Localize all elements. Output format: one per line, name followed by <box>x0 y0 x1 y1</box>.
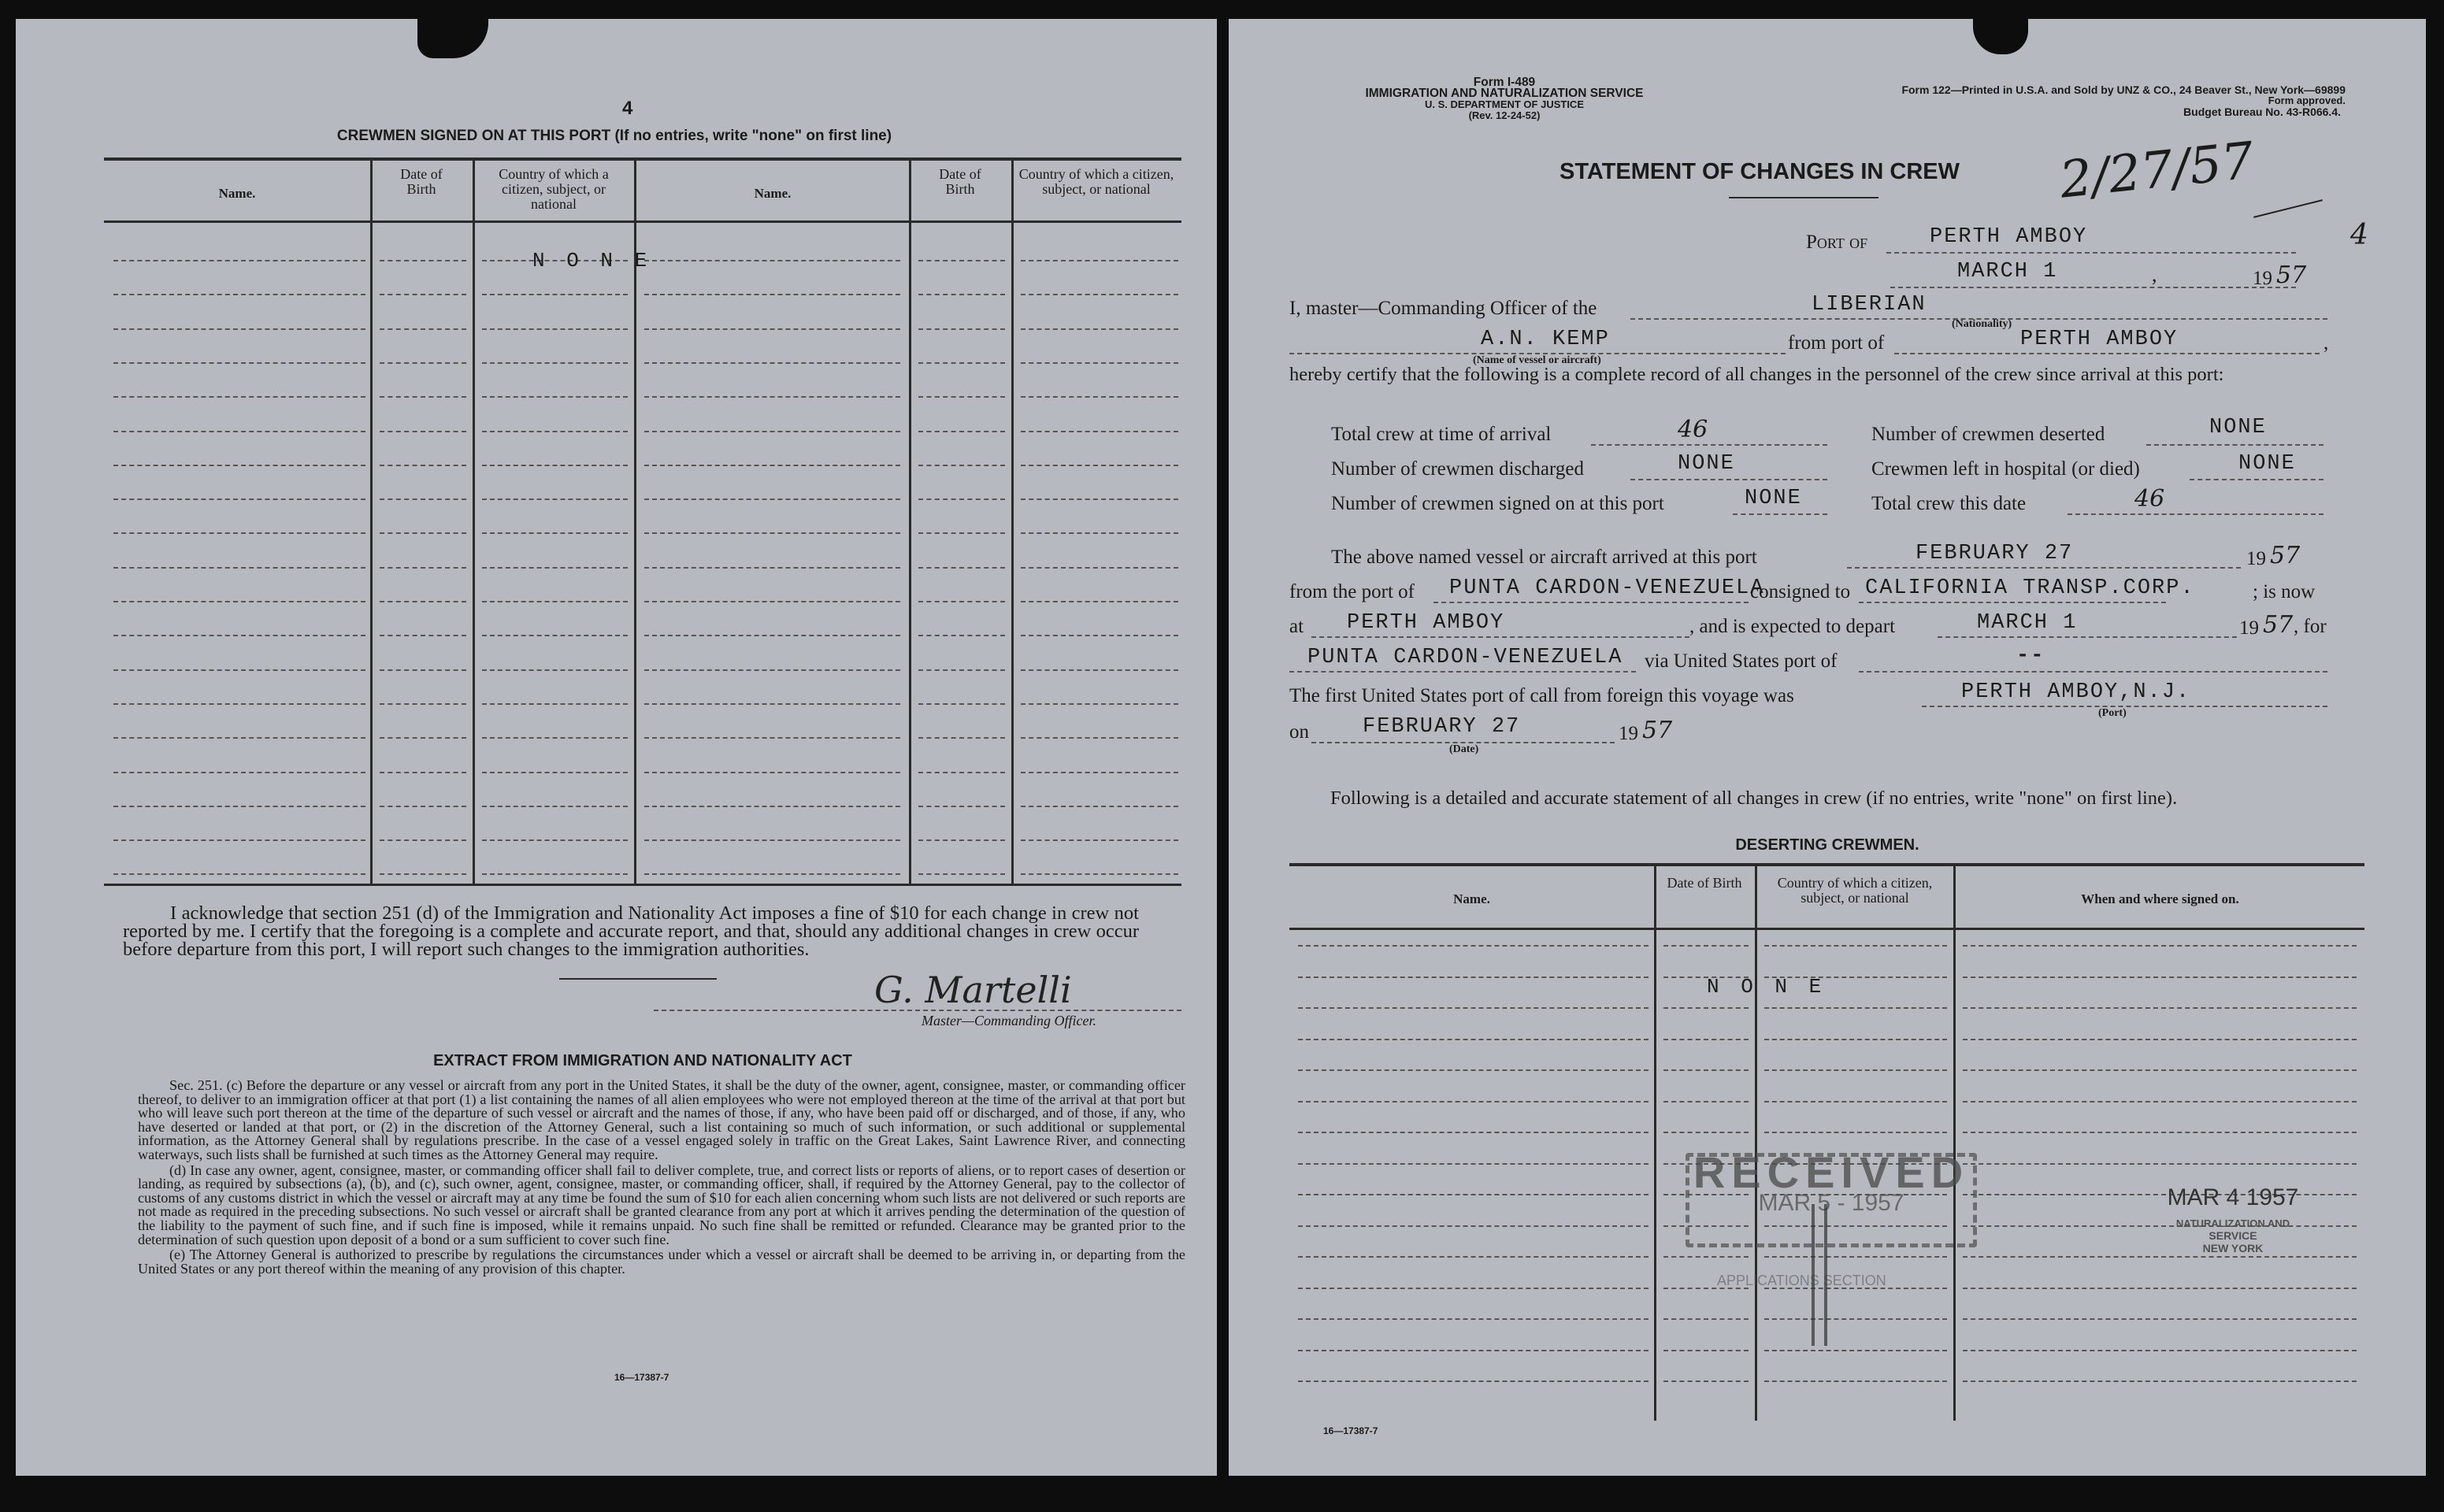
table-row-line <box>1764 1318 1947 1320</box>
from-port-label: from port of <box>1788 332 1885 354</box>
table-row-line <box>482 362 628 364</box>
table-row-line <box>113 839 365 841</box>
table-row-line <box>1298 945 1648 947</box>
is-now-label: ; is now <box>2253 581 2316 602</box>
col-divider <box>909 159 911 885</box>
table-row-line <box>482 703 628 705</box>
table-row-line <box>1298 1101 1648 1102</box>
table-row-line <box>1021 328 1178 330</box>
total-arrival-label: Total crew at time of arrival <box>1331 424 1552 445</box>
table-row-line <box>482 839 628 841</box>
deserting-crewmen-title: DESERTING CREWMEN. <box>1735 836 1919 854</box>
arrived-line <box>1847 567 2241 569</box>
col-divider <box>370 159 373 885</box>
none-entry: N O N E <box>532 249 652 272</box>
table-row-line <box>1021 396 1178 398</box>
table-row-line <box>918 873 1005 875</box>
table-row-line <box>113 737 365 739</box>
col-divider <box>1953 865 1956 1421</box>
section-rule <box>559 978 717 980</box>
table-row-line <box>918 669 1005 671</box>
handwritten-page-number: 4 <box>2350 219 2368 251</box>
hospital-value: NONE <box>2238 452 2296 476</box>
table-row-line <box>1764 1380 1947 1382</box>
table-row-line <box>644 498 900 500</box>
at-label: at <box>1289 616 1304 637</box>
extract-title: EXTRACT FROM IMMIGRATION AND NATIONALITY ACT <box>433 1052 852 1069</box>
table-row-line <box>644 294 900 295</box>
destination-line <box>1289 671 1636 673</box>
discharged-line <box>1630 479 1827 480</box>
printer-line: Form 122—Printed in U.S.A. and Sold by UNZ & CO., 24 Beaver St., New York—69899 <box>1901 83 2346 96</box>
consigned-value: CALIFORNIA TRANSP.CORP. <box>1865 576 2195 600</box>
table-row-line <box>113 260 365 261</box>
table-row-line <box>1663 1007 1749 1009</box>
table-row-line <box>1298 1288 1648 1289</box>
first-year: 57 <box>1642 717 1673 744</box>
following-text: Following is a detailed and accurate statement of all changes in crew (if no entries, write "none" on first line). <box>1330 788 2178 809</box>
table-row-line <box>1963 1039 2357 1040</box>
title-rule <box>1729 197 1878 198</box>
table-row-line <box>1663 1350 1749 1351</box>
table-row-line <box>1021 839 1178 841</box>
signature: G. Martelli <box>874 969 1072 1011</box>
table-row-line <box>1021 635 1178 636</box>
table-row-line <box>644 806 900 807</box>
table-row-line <box>380 839 466 841</box>
certify-text: hereby certify that the following is a complete record of all changes in the personnel of the crew since arrival at this port: <box>1289 364 2224 385</box>
year-prefix: 19 <box>1619 723 1638 744</box>
table-row-line <box>1764 1039 1947 1040</box>
table-row-line <box>380 260 466 261</box>
header-country: Country of which a citizen, subject, or national <box>499 166 609 212</box>
signed-on-label: Number of crewmen signed on at this port <box>1331 493 1664 514</box>
table-row-line <box>918 328 1005 330</box>
table-row-line <box>1963 1318 2357 1320</box>
table-row-line <box>1963 1007 2357 1009</box>
depart-label: , and is expected to depart <box>1689 616 1896 637</box>
year-prefix: 19 <box>2253 268 2272 289</box>
table-row-line <box>918 635 1005 636</box>
table-row-line <box>1298 1007 1648 1009</box>
deserted-label: Number of crewmen deserted <box>1871 424 2105 445</box>
for-label: , for <box>2294 616 2327 637</box>
first-port-label: The first United States port of call from foreign this voyage was <box>1289 685 1794 706</box>
total-now-value: 46 <box>2134 485 2165 513</box>
table-row-line <box>1021 532 1178 534</box>
table-row-line <box>482 737 628 739</box>
table-bottom-rule <box>104 884 1181 886</box>
table-row-line <box>113 328 365 330</box>
table-row-line <box>113 431 365 432</box>
table-top-rule <box>1289 863 2364 866</box>
discharged-value: NONE <box>1678 452 1735 476</box>
from-port-line <box>1894 353 2320 354</box>
table-row-line <box>113 806 365 807</box>
table-row-line <box>113 498 365 500</box>
table-row-line <box>113 772 365 773</box>
table-row-line <box>1663 1101 1749 1102</box>
discharged-label: Number of crewmen discharged <box>1331 458 1584 480</box>
header-dob: Date of Birth <box>1667 875 1742 891</box>
section-c: Sec. 251. (c) Before the departure or any vessel or aircraft from any port in the United States, it shall be the duty of the owner, agent, consignee, master, or commanding officer thereof, to deliver to an immigration officer at that port (1) a list containing the names of all alien employees who were not employed thereon at the time of the arrival at that port but who will leave such port thereon at the time of the departure of such vessel or aircraft and the names of those, if any, who have been paid off or discharged, and of those, if any, who have deserted or landed at that port, or (2) in the discretion of the Attorney General, such a list containing so much of such information, or such additional or supplemental information, as the Attorney General shall by regulations prescribe. In the case of a vessel engaged solely in traffic on the Great Lakes, Saint Lawrence River, and connecting waterways, such lists shall be furnished at such times as the Attorney General may require. <box>138 1077 1185 1162</box>
table-top-rule <box>104 158 1181 161</box>
ins-stamp <box>2154 1184 2312 1254</box>
page-number: 4 <box>622 98 633 119</box>
table-row-line <box>380 362 466 364</box>
port-caption: (Port) <box>2098 707 2127 719</box>
table-row-line <box>644 772 900 773</box>
table-row-line <box>482 806 628 807</box>
table-row-line <box>644 601 900 602</box>
comma: , <box>2323 332 2329 354</box>
table-row-line <box>1021 601 1178 602</box>
table-row-line <box>482 601 628 602</box>
year-prefix: 19 <box>2246 548 2266 569</box>
col-divider <box>1755 865 1757 1421</box>
header-when-where: When and where signed on. <box>2081 891 2239 906</box>
table-row-line <box>113 669 365 671</box>
stamp-handwritten-mark <box>1812 1204 1827 1346</box>
table-row-line <box>644 669 900 671</box>
signature-caption: Master—Commanding Officer. <box>922 1013 1096 1028</box>
torn-edge <box>417 19 488 58</box>
table-row-line <box>918 362 1005 364</box>
from-port-value: PERTH AMBOY <box>2020 328 2179 351</box>
table-row-line <box>1021 465 1178 466</box>
stamp-applications-section: APPLICATIONS SECTION <box>1717 1273 1886 1288</box>
acknowledgment-paragraph: I acknowledge that section 251 (d) of the Immigration and Nationality Act imposes a fine of $10 for each change in crew not reported by me. I certify that the foregoing is a complete and accurate report, and that, should any additional changes in crew occur before departure from this port, I will report such changes to the immigration authorities. <box>123 902 1139 960</box>
budget-bureau: Budget Bureau No. 43-R066.4. <box>2183 106 2341 118</box>
deserted-value: NONE <box>2209 416 2267 439</box>
table-row-line <box>1298 1039 1648 1040</box>
date-comma: , <box>2152 263 2157 286</box>
table-row-line <box>1021 772 1178 773</box>
table-row-line <box>113 396 365 398</box>
stamp-received-label: RECEIVED <box>1693 1147 1970 1197</box>
table-row-line <box>1298 1380 1648 1382</box>
depart-year: 57 <box>2263 611 2294 639</box>
vessel-caption: (Name of vessel or aircraft) <box>1473 354 1601 366</box>
table-row-line <box>1021 703 1178 705</box>
stamp-ins-date: MAR 4 1957 <box>2167 1184 2299 1210</box>
total-arrival-line <box>1591 444 1827 446</box>
handwritten-date: 2/27/57 <box>2056 132 2257 210</box>
none-entry: N O N E <box>1707 975 1827 999</box>
table-row-line <box>1963 1380 2357 1382</box>
hospital-line <box>2190 479 2323 480</box>
stamp-received-date: MAR 5 - 1957 <box>1758 1190 1904 1216</box>
port-line <box>1886 252 2296 254</box>
section-e: (e) The Attorney General is authorized to prescribe by regulations the circumstances under which a vessel or aircraft shall be deemed to be arriving in, or departing from the United States or any port thereof within the meaning of any provision of this chapter. <box>138 1247 1185 1277</box>
header-country: Country of which a citizen, subject, or national <box>1018 166 1174 197</box>
table-row-line <box>918 737 1005 739</box>
table-row-line <box>644 703 900 705</box>
arrived-label: The above named vessel or aircraft arrived at this port <box>1331 547 1757 568</box>
total-now-line <box>2068 513 2323 515</box>
handwritten-underline <box>2253 199 2323 218</box>
table-row-line <box>1663 1039 1749 1040</box>
table-row-line <box>482 669 628 671</box>
date-caption: (Date) <box>1449 743 1479 755</box>
stamp-ins-service: SERVICE <box>2209 1229 2257 1242</box>
table-row-line <box>1963 976 2357 978</box>
table-row-line <box>113 635 365 636</box>
first-port-value: PERTH AMBOY,N.J. <box>1961 680 2191 704</box>
table-row-line <box>380 601 466 602</box>
table-row-line <box>644 567 900 569</box>
table-row-line <box>1663 945 1749 947</box>
table-row-line <box>380 567 466 569</box>
torn-edge <box>1973 19 2028 54</box>
via-value: -- <box>2016 644 2045 668</box>
stamp-ins-agency: NATURALIZATION AND <box>2175 1217 2290 1229</box>
form-approved: Form approved. <box>2268 94 2346 106</box>
table-row-line <box>918 498 1005 500</box>
form-code: 16—17387-7 <box>1323 1425 1378 1436</box>
table-row-line <box>918 601 1005 602</box>
table-row-line <box>644 260 900 261</box>
form-title: STATEMENT OF CHANGES IN CREW <box>1559 159 1960 184</box>
table-row-line <box>1021 567 1178 569</box>
from-the-port-line <box>1433 602 1749 603</box>
depart-date: MARCH 1 <box>1977 611 2078 635</box>
nationality-caption: (Nationality) <box>1952 318 2012 330</box>
table-row-line <box>380 498 466 500</box>
table-row-line <box>1764 945 1947 947</box>
table-row-line <box>113 873 365 875</box>
nationality-value: LIBERIAN <box>1812 293 1927 317</box>
table-row-line <box>644 737 900 739</box>
table-row-line <box>644 635 900 636</box>
table-row-line <box>482 396 628 398</box>
header-dob: Date of Birth <box>939 166 981 197</box>
table-row-line <box>1021 669 1178 671</box>
table-row-line <box>1298 1163 1648 1165</box>
header-name: Name. <box>1453 891 1490 906</box>
table-header-rule <box>1289 928 2364 930</box>
on-label: on <box>1289 721 1309 743</box>
form-id: Form I-489 <box>1473 76 1536 89</box>
table-row-line <box>1764 1101 1947 1102</box>
table-row-line <box>380 772 466 773</box>
table-row-line <box>380 396 466 398</box>
table-row-line <box>1021 737 1178 739</box>
header-dob: Date of Birth <box>400 166 443 197</box>
table-row-line <box>1021 362 1178 364</box>
deserted-line <box>2146 444 2323 446</box>
date-line <box>1890 287 2296 288</box>
table-row-line <box>1963 1350 2357 1351</box>
table-row-line <box>113 601 365 602</box>
table-row-line <box>482 498 628 500</box>
table-row-line <box>1021 806 1178 807</box>
table-row-line <box>482 567 628 569</box>
arrived-date: FEBRUARY 27 <box>1916 542 2074 565</box>
department-name: U. S. DEPARTMENT OF JUSTICE <box>1425 98 1584 110</box>
consigned-line <box>1859 602 2166 603</box>
col-divider <box>473 159 475 885</box>
table-row-line <box>482 431 628 432</box>
table-row-line <box>1764 1007 1947 1009</box>
table-row-line <box>113 567 365 569</box>
year-value: 57 <box>2276 261 2307 289</box>
table-row-line <box>918 806 1005 807</box>
col-divider <box>1011 159 1014 885</box>
table-row-line <box>644 431 900 432</box>
table-row-line <box>1663 1380 1749 1382</box>
table-row-line <box>1298 1318 1648 1320</box>
table-row-line <box>380 669 466 671</box>
from-the-port-value: PUNTA CARDON-VENEZUELA <box>1449 576 1765 600</box>
table-row-line <box>482 328 628 330</box>
table-row-line <box>113 703 365 705</box>
table-row-line <box>918 396 1005 398</box>
table-row-line <box>482 635 628 636</box>
header-name: Name. <box>218 186 256 201</box>
table-row-line <box>1764 1069 1947 1071</box>
signed-on-line <box>1733 513 1827 515</box>
table-row-line <box>380 737 466 739</box>
header-country: Country of which a citizen, subject, or national <box>1777 875 1933 906</box>
via-line <box>1859 671 2327 673</box>
table-row-line <box>918 431 1005 432</box>
table-row-line <box>644 873 900 875</box>
consigned-label: consigned to <box>1750 581 1851 602</box>
table-row-line <box>1298 1194 1648 1195</box>
table-row-line <box>1764 1350 1947 1351</box>
form-code: 16—17387-7 <box>614 1372 669 1383</box>
table-row-line <box>644 532 900 534</box>
table-row-line <box>644 396 900 398</box>
table-row-line <box>918 839 1005 841</box>
revision: (Rev. 12-24-52) <box>1468 109 1541 121</box>
port-value: PERTH AMBOY <box>1930 225 2088 249</box>
table-row-line <box>1663 1318 1749 1320</box>
table-row-line <box>918 772 1005 773</box>
table-row-line <box>1663 1256 1749 1258</box>
table-row-line <box>1963 1288 2357 1289</box>
table-row-line <box>380 431 466 432</box>
table-row-line <box>1298 1132 1648 1133</box>
table-row-line <box>482 294 628 295</box>
table-row-line <box>644 328 900 330</box>
statute-extract <box>138 1079 1185 1276</box>
header-name: Name. <box>754 186 792 201</box>
master-label: I, master—Commanding Officer of the <box>1289 298 1597 319</box>
table-row-line <box>113 294 365 295</box>
section-d: (d) In case any owner, agent, consignee, master, or commanding officer shall fail to deliver complete, true, and correct lists or reports of aliens, or to report cases of desertion or landing, as required by subsections (a), (b), and (c), such owner, agent, consignee, master, or commanding officer, shall, if required by the Attorney General, pay to the collector of customs of any customs district in which the vessel or aircraft may at any time be found the sum of $10 for each alien concerning whom such lists are not delivered or such reports are not made as required in the preceding subsections. No such vessel or aircraft shall be granted clearance from any port at which it arrives pending the determination of the question of the liability to the payment of such fine, and if such fine is imposed, while it remains unpaid. No such fine shall be remitted or refunded. Clearance may be granted prior to the determination of such question upon deposit of a bond or a sum sufficient to cover such fine. <box>138 1162 1185 1247</box>
table-row-line <box>380 873 466 875</box>
table-row-line <box>380 465 466 466</box>
table-row-line <box>380 635 466 636</box>
via-label: via United States port of <box>1645 650 1838 672</box>
table-row-line <box>1021 498 1178 500</box>
crewmen-signed-on-title: CREWMEN SIGNED ON AT THIS PORT (If no entries, write "none" on first line) <box>336 128 892 144</box>
table-row-line <box>1663 1132 1749 1133</box>
total-arrival-value: 46 <box>1678 416 1708 443</box>
depart-line <box>1938 636 2237 638</box>
table-row-line <box>1021 260 1178 261</box>
table-row-line <box>1963 945 2357 947</box>
table-row-line <box>1298 1350 1648 1351</box>
table-row-line <box>918 567 1005 569</box>
port-label: Port of <box>1806 232 1868 253</box>
table-row-line <box>918 703 1005 705</box>
acknowledgment-text <box>123 904 1139 958</box>
table-row-line <box>1298 1225 1648 1227</box>
hospital-label: Crewmen left in hospital (or died) <box>1871 458 2140 480</box>
table-row-line <box>1963 1101 2357 1102</box>
table-row-line <box>1298 1069 1648 1071</box>
stamp-ins-ny: NEW YORK <box>2202 1242 2264 1254</box>
first-date-value: FEBRUARY 27 <box>1363 715 1521 739</box>
table-row-line <box>113 465 365 466</box>
table-row-line <box>380 328 466 330</box>
received-stamp <box>1686 1147 1977 1247</box>
agency-name: IMMIGRATION AND NATURALIZATION SERVICE <box>1365 87 1644 100</box>
total-now-label: Total crew this date <box>1871 493 2027 514</box>
table-row-line <box>1963 1163 2357 1165</box>
date-value: MARCH 1 <box>1957 260 2058 284</box>
table-row-line <box>1764 1132 1947 1133</box>
table-row-line <box>918 465 1005 466</box>
at-line <box>1311 636 1689 638</box>
table-row-line <box>644 362 900 364</box>
table-row-line <box>1021 431 1178 432</box>
table-row-line <box>113 362 365 364</box>
table-row-line <box>644 465 900 466</box>
table-row-line <box>918 532 1005 534</box>
from-the-port-label: from the port of <box>1289 581 1415 602</box>
table-row-line <box>113 532 365 534</box>
right-page <box>1229 19 2426 1476</box>
form-header-block <box>1276 77 1733 121</box>
left-page <box>16 19 1217 1476</box>
table-row-line <box>482 465 628 466</box>
table-row-line <box>644 839 900 841</box>
table-row-line <box>1021 294 1178 295</box>
table-header-rule <box>104 220 1181 223</box>
table-row-line <box>918 294 1005 295</box>
arrived-year: 57 <box>2270 542 2301 569</box>
table-row-line <box>1963 1132 2357 1133</box>
table-row-line <box>482 873 628 875</box>
table-row-line <box>1298 1256 1648 1258</box>
at-value: PERTH AMBOY <box>1347 611 1505 635</box>
table-row-line <box>918 260 1005 261</box>
signed-on-value: NONE <box>1745 487 1802 510</box>
table-row-line <box>482 532 628 534</box>
table-row-line <box>1963 1069 2357 1071</box>
destination-value: PUNTA CARDON-VENEZUELA <box>1307 646 1623 669</box>
vessel-value: A.N. KEMP <box>1481 328 1610 351</box>
table-row-line <box>380 294 466 295</box>
table-row-line <box>1298 976 1648 978</box>
table-row-line <box>1663 1069 1749 1071</box>
table-row-line <box>482 772 628 773</box>
table-row-line <box>380 532 466 534</box>
col-divider <box>1654 865 1656 1421</box>
table-row-line <box>1963 1256 2357 1258</box>
table-row-line <box>1764 1256 1947 1258</box>
year-prefix: 19 <box>2239 617 2259 639</box>
table-row-line <box>380 806 466 807</box>
table-row-line <box>1021 873 1178 875</box>
table-row-line <box>380 703 466 705</box>
